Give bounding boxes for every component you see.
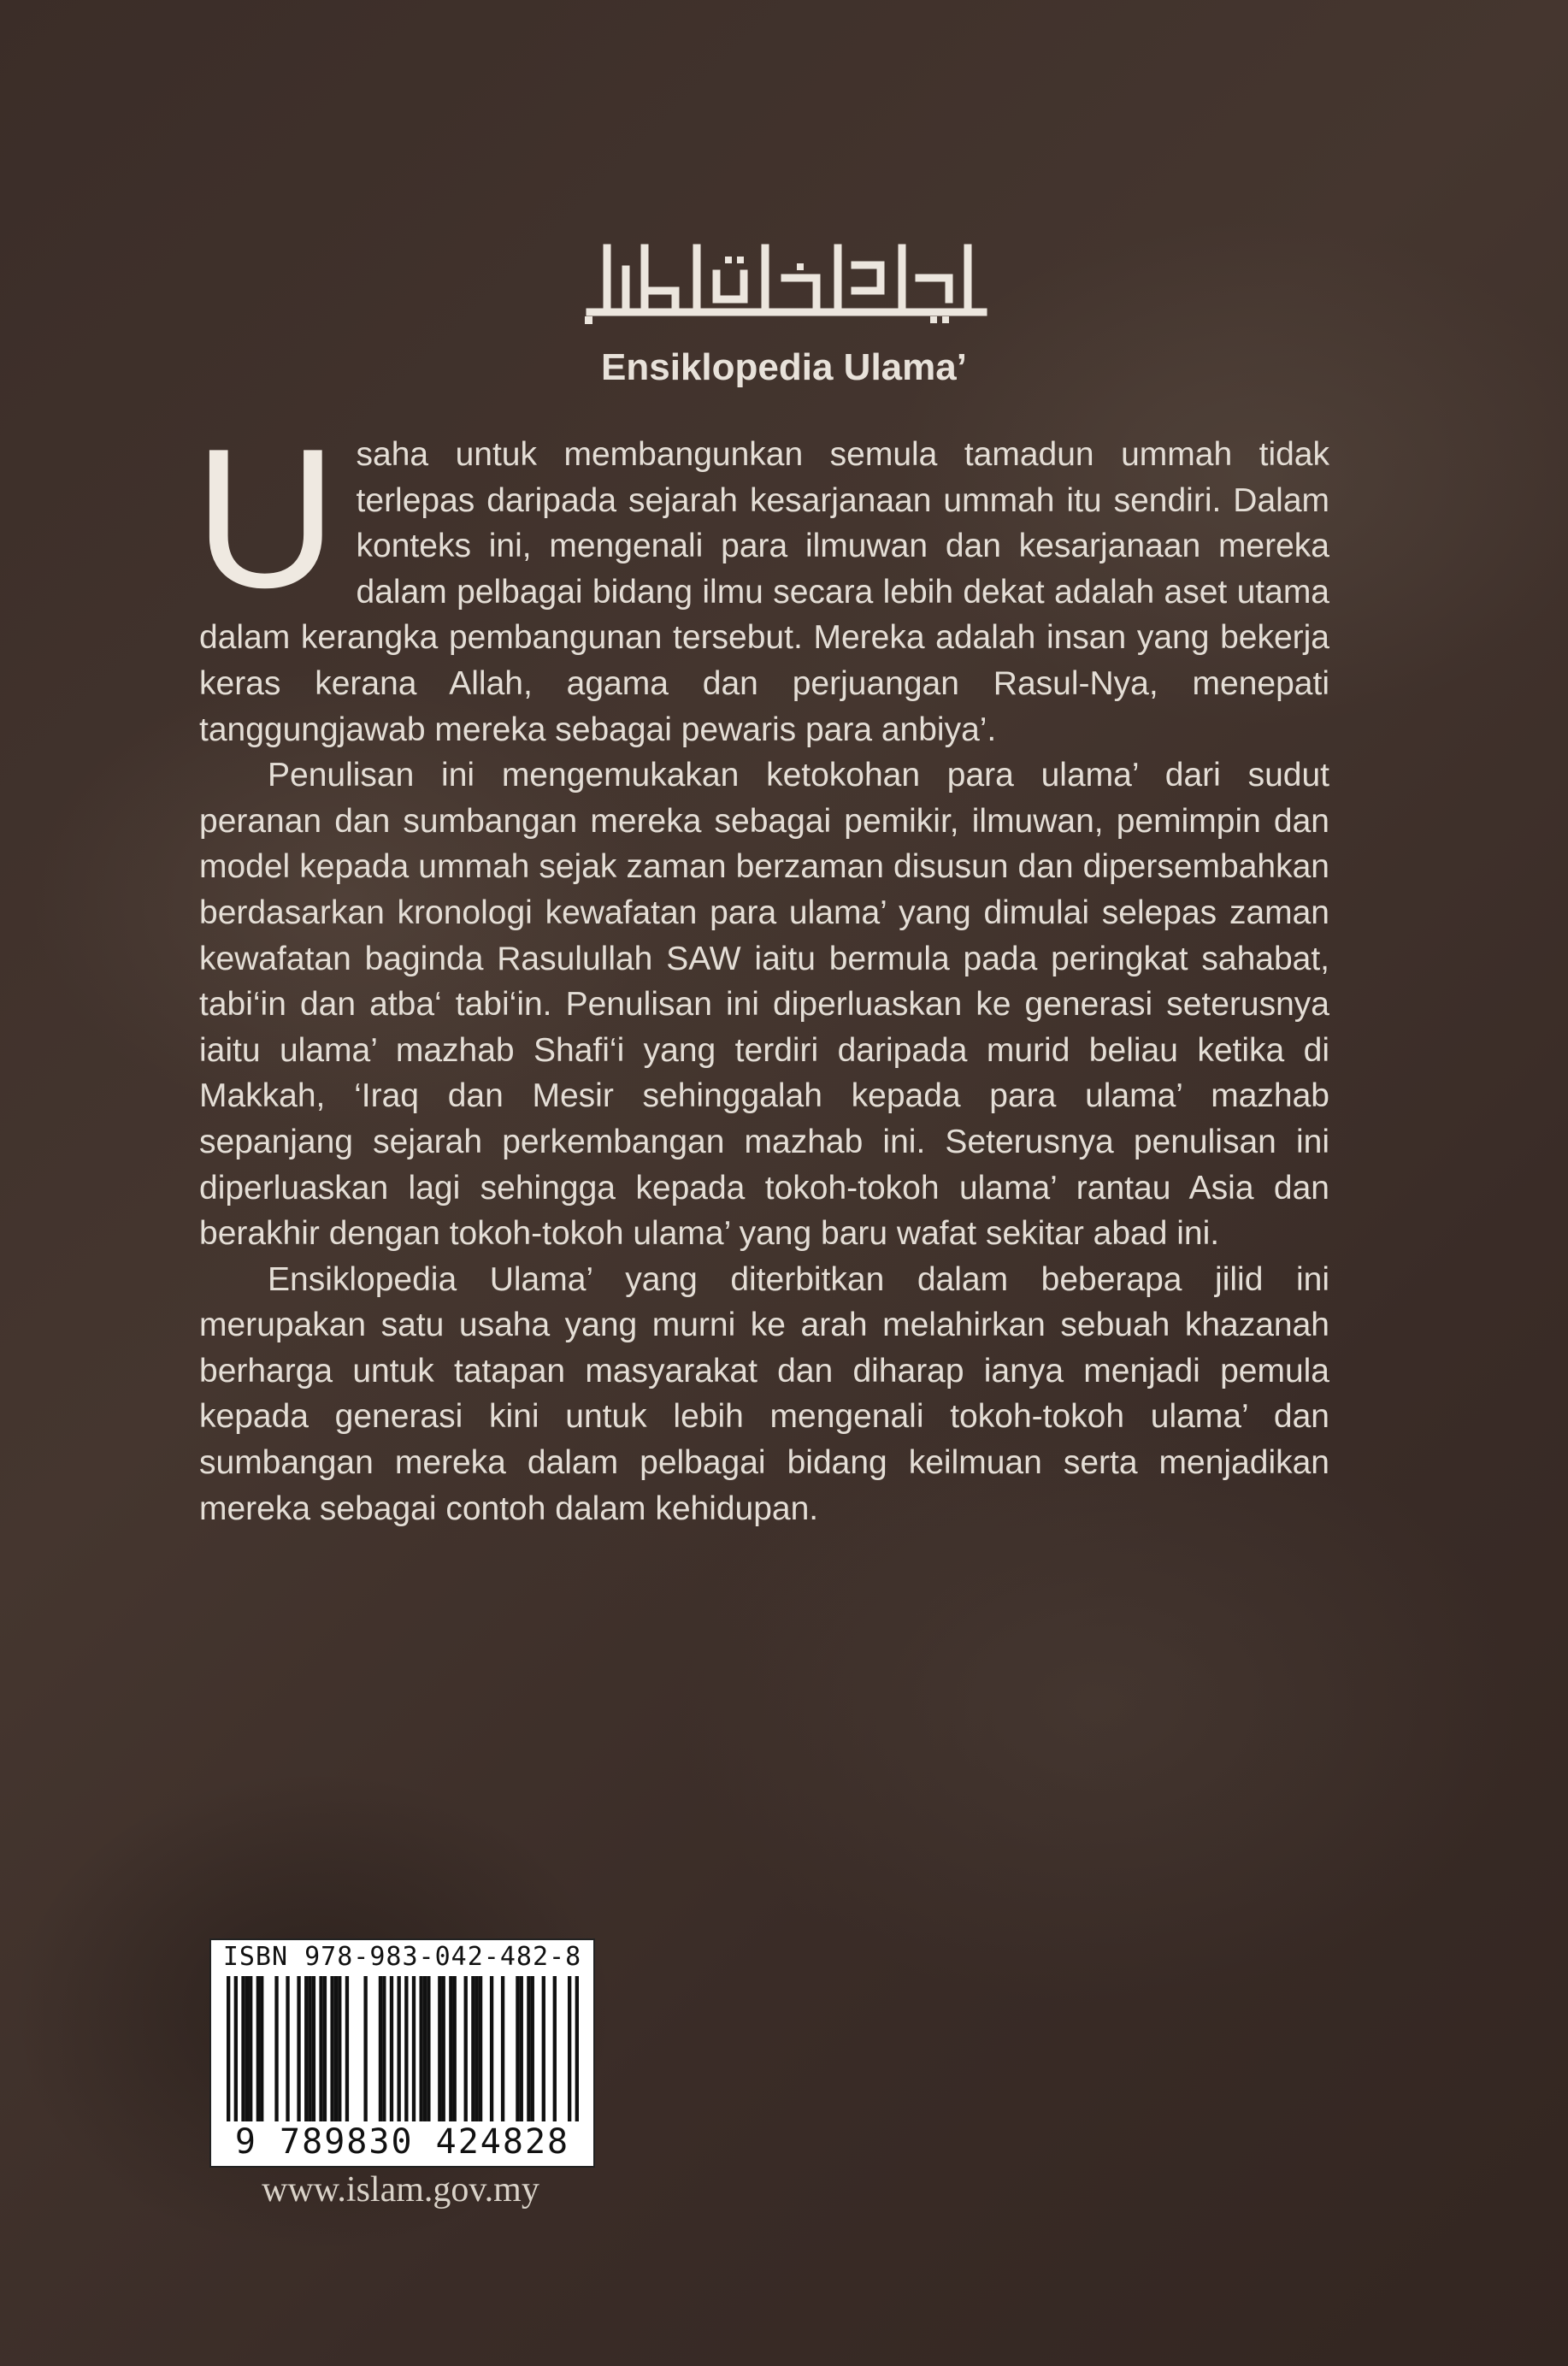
barcode-bar [420,1976,423,2121]
barcode-bar [397,1976,400,2121]
barcode-bar [449,1976,452,2121]
barcode-bar [304,1976,308,2121]
barcode-bar [442,1976,445,2121]
barcode-bar [531,1976,534,2121]
barcode-bar [338,1976,341,2121]
barcode-bar [490,1976,493,2121]
arabic-calligraphy-logo [573,231,1000,325]
barcode-bar [382,1976,386,2121]
barcode-bar [345,1976,349,2121]
barcode-bar [274,1976,278,2121]
isbn-barcode [209,1938,595,2168]
barcode-bar [312,1976,315,2121]
book-title: Ensiklopedia Ulama’ [601,346,967,388]
barcode-bar [227,1976,230,2121]
barcode-bar [453,1976,457,2121]
barcode-bar [379,1976,382,2121]
barcode-bar [390,1976,393,2121]
barcode-bars [227,1976,579,2121]
barcode-bar [330,1976,333,2121]
blurb-paragraph-3: Ensiklopedia Ulama’ yang diterbitkan dalam beberapa jilid ini merupakan satu usaha yang murni ke arah melahirkan sebuah khazanah berharga untuk tatapan masyarakat dan diharap ianya menjadi pemula kepada generasi kini untuk lebih mengenali tokoh-tokoh ulama’ dan sumbangan mereka dalam pelbagai bidang keilmuan serta menjadikan mereka sebagai contoh dalam kehidupan. [199,1260,1329,1527]
barcode-bar [553,1976,557,2121]
drop-cap-letter: U [194,408,338,629]
barcode-bar [501,1976,504,2121]
blurb-paragraph-1 [194,408,1329,752]
ean-digits: 9 789830 424828 [234,2122,570,2162]
barcode-bar [471,1976,475,2121]
barcode-bar [334,1976,338,2121]
barcode-bar [475,1976,479,2121]
barcode-bar [256,1976,260,2121]
barcode-bar [323,1976,327,2121]
barcode-bar [516,1976,519,2121]
barcode-bar [319,1976,322,2121]
barcode-bar [234,1976,238,2121]
barcode-bar [249,1976,252,2121]
barcode-bar [575,1976,579,2121]
isbn-label: ISBN 978-983-042-482-8 [222,1942,582,1972]
barcode-bar [438,1976,441,2121]
barcode-bar [260,1976,263,2121]
barcode-bar [542,1976,545,2121]
barcode-bar [241,1976,245,2121]
barcode-bar [412,1976,416,2121]
blurb-paragraph-2: Penulisan ini mengemukakan ketokohan para ulama’ dari sudut peranan dan sumbangan mereka sebagai pemikir, ilmuwan, pemimpin dan model kepada ummah sejak zaman berzaman disusun dan dipersembahkan berdasarkan kronologi kewafatan para ulama’ yang dimulai selepas zaman kewafatan baginda Rasulullah SAW iaitu bermula pada peringkat sahabat, tabi‘in dan atba‘ tabi‘in. Penulisan ini diperluaskan ke generasi seterusnya iaitu ulama’ mazhab Shafi‘i yang terdiri daripada murid beliau ketika di Makkah, ‘Iraq dan Mesir sehinggalah kepada para ulama’ mazhab sepanjang sejarah perkembangan mazhab ini. Seterusnya penulisan ini diperluaskan lagi sehingga kepada tokoh-tokoh ulama’ rantau Asia dan berakhir dengan tokoh-tokoh ulama’ yang baru wafat sekitar abad ini. [199,757,1329,1253]
barcode-bar [479,1976,482,2121]
barcode-bar [286,1976,289,2121]
barcode-bar [308,1976,311,2121]
barcode-bar [245,1976,249,2121]
barcode-bar [427,1976,430,2121]
blurb-text [194,408,1329,1531]
website-url: www.islam.gov.my [262,2170,539,2210]
barcode-bar [568,1976,571,2121]
barcode-bar [520,1976,523,2121]
barcode-bar [404,1976,408,2121]
barcode-bar [297,1976,300,2121]
barcode-bar [363,1976,367,2121]
barcode-bar [527,1976,530,2121]
barcode-bar [464,1976,468,2121]
paragraph-1-text: saha untuk membangunkan semula tamadun ummah tidak terlepas daripada sejarah kesarjanaan ummah itu sendiri. Dalam konteks ini, mengenali para ilmuwan dan kesarjanaan mereka dalam pelbagai bidang ilmu secara lebih dekat adalah aset utama dalam kerangka pembangunan tersebut. Mereka adalah insan yang bekerja keras kerana Allah, agama dan perjuangan Rasul-Nya, menepati tanggungjawab mereka sebagai pewaris para anbiya’. [199,436,1329,748]
barcode-bar [423,1976,427,2121]
